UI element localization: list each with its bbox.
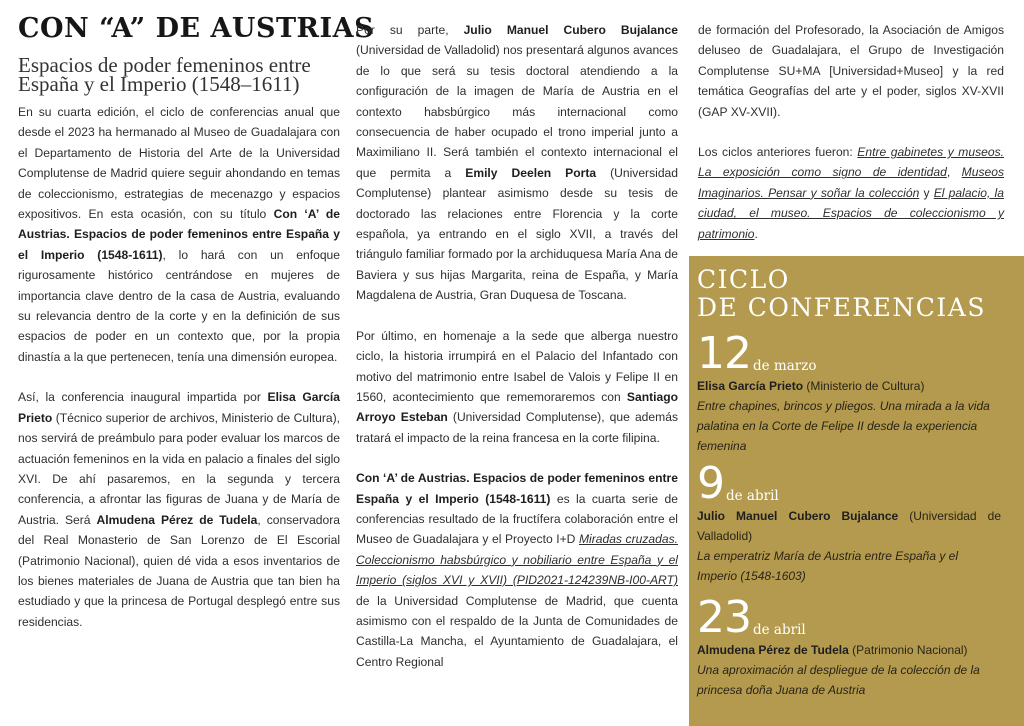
speaker-name: Santiago Arroyo Esteban bbox=[356, 389, 678, 425]
event-day: 9 bbox=[697, 458, 724, 509]
event-lecture-title: La emperatriz María de Austria entre España y el Imperio (1548-1603) bbox=[697, 549, 959, 583]
partners-paragraph: de formación del Profesorado, la Asociación de Amigos deluseo de Guadalajara, el Grupo de Investigación Complutense SU+MA [Universidad+Museo] y la red temática Geografías del arte y el poder, siglos XV-XVII (GAP XV-XVII). bbox=[698, 23, 1004, 119]
event-day: 12 bbox=[697, 328, 751, 379]
program-paragraph bbox=[18, 387, 340, 632]
intro-paragraph bbox=[18, 102, 340, 367]
cycle-title-bold: Con ‘A’ de Austrias. Espacios de poder femeninos entre España y el Imperio (1548-1611) bbox=[18, 207, 340, 262]
text-run: de la Universidad Complutense de Madrid, que cuenta asimismo con el respaldo de la Junta de Comunidades de Castilla-La Mancha, el Ayuntamiento de Guadalajara, el Centro Regional bbox=[356, 593, 678, 669]
event-date bbox=[697, 458, 1001, 509]
event-lecture-title: Entre chapines, brincos y pliegos. Una mirada a la vida palatina en la Corte de Felipe II desde la experiencia femenina bbox=[697, 399, 990, 453]
speaker-name: Emily Deelen Porta bbox=[465, 165, 597, 180]
event-1 bbox=[697, 328, 1001, 456]
event-date bbox=[697, 328, 1001, 379]
speaker-name: Julio Manuel Cubero Bujalance bbox=[697, 509, 899, 523]
event-month: de abril bbox=[753, 622, 806, 638]
event-speaker bbox=[697, 376, 1001, 396]
collaboration-paragraph bbox=[356, 468, 678, 672]
subtitle-line-1: Espacios de poder femeninos entre bbox=[18, 53, 311, 77]
text-run: (Universidad Complutense), que además tratará el impacto de la reina francesa en la corte filipina. bbox=[356, 410, 678, 445]
text-run: Por último, en homenaje a la sede que alberga nuestro ciclo, la historia irrumpirá en el Palacio del Infantado con motivo del matrimonio entre Isabel de Valois y Felipe II en 1560, acontecimiento que rememoraremos con bbox=[356, 328, 678, 404]
speaker-name: Elisa García Prieto bbox=[18, 390, 341, 425]
previous-cycle-link-1[interactable]: Entre gabinetes y museos. La exposición como signo de identidad bbox=[698, 145, 1004, 180]
subtitle-line-2: España y el Imperio (1548–1611) bbox=[18, 72, 300, 96]
speakers-paragraph bbox=[356, 20, 678, 306]
text-run: . bbox=[754, 226, 758, 241]
homage-paragraph bbox=[356, 326, 678, 448]
speaker-name: Julio Manuel Cubero Bujalance bbox=[463, 23, 678, 37]
event-date bbox=[697, 592, 1001, 643]
event-3 bbox=[697, 592, 1001, 700]
text-run: , conservadora del Real Monasterio de San Lorenzo de El Escorial (Patrimonio Nacional), quien dé vida a esos inventarios de los bienes materiales de Juana de Austria que tan bien ha estudiado y que la princesa de Portugal desplegó entre sus residencias. bbox=[18, 512, 341, 629]
speaker-affiliation: (Patrimonio Nacional) bbox=[848, 643, 968, 657]
conference-cycle-panel bbox=[689, 256, 1024, 726]
speaker-name: Almudena Pérez de Tudela bbox=[96, 512, 258, 527]
event-speaker bbox=[697, 640, 1001, 660]
event-speaker bbox=[697, 506, 1001, 546]
text-run: Por su parte, bbox=[356, 23, 464, 37]
panel-title-line-1: CICLO bbox=[697, 265, 790, 294]
text-run: (Técnico superior de archivos, Ministerio de Cultura), nos servirá de preámbulo para poder evaluar los marcos de actuación femeninos en la vida en palacio a finales del siglo XVI. De ahí pasaremos, en la segunda y tercera conferencia, a afrontar las figuras de Juana y de María de Austria. Será bbox=[18, 410, 340, 527]
column-right bbox=[698, 20, 1004, 244]
page-title: CON “A” DE AUSTRIAS bbox=[18, 13, 375, 44]
speaker-affiliation: (Ministerio de Cultura) bbox=[803, 379, 925, 393]
panel-title bbox=[697, 266, 986, 322]
previous-cycle-link-2[interactable]: Museos Imaginarios. Pensar y soñar la colección bbox=[698, 165, 1004, 200]
text-run: , bbox=[946, 165, 962, 180]
event-lecture-title: Una aproximación al despliegue de la colección de la princesa doña Juana de Austria bbox=[697, 663, 980, 697]
previous-cycles-paragraph bbox=[698, 142, 1004, 244]
cycle-title-bold: Con ‘A’ de Austrias. Espacios de poder femeninos entre España y el Imperio (1548-1611) bbox=[356, 471, 678, 506]
text-run: (Universidad de Valladolid) nos presentará algunos avances de lo que será su tesis doctoral atendiendo a la configuración de la imagen de María de Austria en el contexto habsbúrgico más internacional como consecuencia de haber ocupado el trono imperial junto a Maximiliano II. Será también el contexto internacional el que permita a bbox=[356, 43, 678, 180]
event-month: de marzo bbox=[753, 358, 817, 374]
speaker-affiliation: (Universidad de Valladolid) bbox=[697, 509, 1001, 543]
column-left bbox=[18, 0, 375, 632]
text-run: Los ciclos anteriores fueron: bbox=[698, 145, 858, 160]
panel-title-line-2: DE CONFERENCIAS bbox=[697, 293, 986, 322]
event-2 bbox=[697, 458, 1001, 586]
column-middle bbox=[356, 20, 678, 672]
previous-cycle-link-3[interactable]: El palacio, la ciudad, el museo. Espacios de coleccionismo y patrimonio bbox=[698, 185, 1004, 241]
event-day: 23 bbox=[697, 592, 751, 643]
project-link[interactable]: Miradas cruzadas. Coleccionismo habsbúrgico y nobiliario entre España y el Imperio (siglos XVI y XVII) (PID2021-124239NB-I00-ART) bbox=[356, 532, 678, 588]
text-run: y bbox=[919, 185, 934, 200]
text-run: (Universidad Complutense) plantear asimismo desde su tesis de doctorado las relaciones entre Florencia y la corte española, ya entrando en el siglo XVII, a través del triángulo familiar formado por la archiduquesa María Ana de Baviera y sus hijas Margarita, reina de España, y María Magdalena de Austria, Gran Duquesa de Toscana. bbox=[356, 165, 679, 303]
speaker-name: Elisa García Prieto bbox=[697, 379, 804, 393]
text-run: Así, la conferencia inaugural impartida por bbox=[18, 390, 268, 405]
text-run: , lo hará con un enfoque rigurosamente histórico centrándose en mujeres de importancia clave dentro de la casa de Austria, evaluando su relevancia dentro de la corte y en la definición de sus espacios de poder en un contexto que, por la propia dinastía a la que pertenecen, tenía una dimensión europea. bbox=[18, 247, 340, 364]
speaker-name: Almudena Pérez de Tudela bbox=[697, 643, 849, 657]
event-month: de abril bbox=[726, 488, 779, 504]
page-subtitle bbox=[18, 53, 340, 96]
text-run: En su cuarta edición, el ciclo de conferencias anual que desde el 2023 ha hermanado al Museo de Guadalajara con el Departamento de Historia del Arte de la Universidad Complutense de Madrid quiere seguir ahondando en temas de coleccionismo, estrategias de mecenazgo y espacios expositivos. En esta ocasión, con su título bbox=[18, 105, 340, 222]
text-run: es la cuarta serie de conferencias resultado de la fructífera colaboración entre el Museo de Guadalajara y el Proyecto I+D bbox=[356, 491, 678, 547]
